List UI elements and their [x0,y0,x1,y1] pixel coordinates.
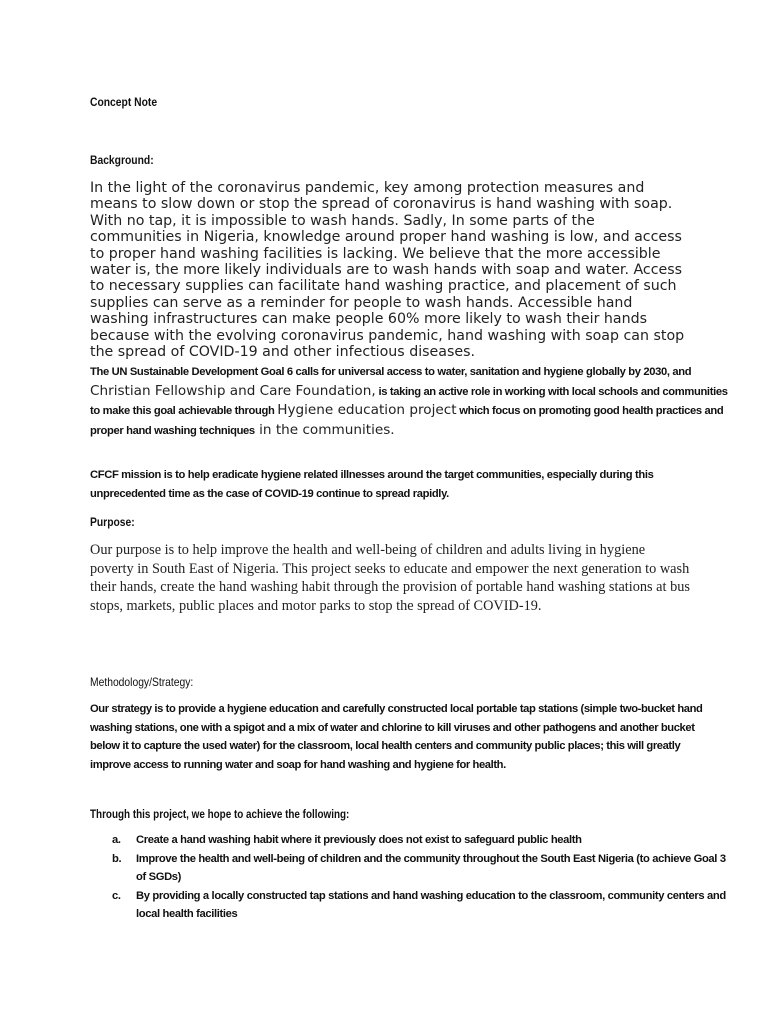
goal-item-a [90,831,730,850]
goal-marker-a: a. [112,834,121,846]
purpose-paragraph: Our purpose is to help improve the health and well-being of children and adults living in hygiene poverty in South East of Nigeria. This project seeks to educate and empower the next generation to wash their hands, create the hand washing habit through the provision of portable hand washing stations at bus stops, markets, public places and motor parks to stop the spread of COVID-19. [90,542,690,614]
goal-text-b: Improve the health and well-being of children and the community throughout the South East Nigeria (to achieve Goal 3 of SGDs) [136,852,726,884]
sdg-text-4: in the communities. [254,421,395,438]
document-page [90,0,728,1024]
concept-note-title [90,93,168,111]
goal-text-c: By providing a locally constructed tap stations and hand washing education to the classroom, community centers and local health facilities [136,889,726,921]
goal-item-c [90,887,730,924]
goals-list [90,831,730,924]
sdg-text-2: is taking an active role in working with local schools and communities to make this goal achievable through [90,385,728,417]
goal-item-b [90,850,730,887]
sdg-paragraph [90,362,730,440]
goal-text-a: Create a hand washing habit where it previously does not exist to safeguard public health [136,834,582,846]
background-heading [90,151,164,169]
project-name: Hygiene education project [277,402,457,418]
strategy-paragraph: Our strategy is to provide a hygiene education and carefully constructed local portable tap stations (simple two-bucket hand washing stations, one with a spigot and a mix of water and chlorine to kill viruses and other pathogens and another bucket below it to capture the used water) for the classroom, local health centers and community public places; this will greatly improve access to running water and soap for hand washing and hygiene for health. [90,703,703,771]
goal-marker-b: b. [112,852,122,865]
methodology-heading-text: Methodology/Strategy: [90,675,194,689]
purpose-heading-text: Purpose: [90,515,135,529]
goal-marker-c: c. [112,889,121,902]
achieve-intro-text: Through this project, we hope to achieve the following: [90,809,350,821]
background-paragraph: In the light of the coronavirus pandemic, key among protection measures and means to slow down or stop the spread of coronavirus is hand washing with soap. With no tap, it is impossible to wash hands. Sadly, In some parts of the communities in Nigeria, knowledge around proper hand washing is low, and access to proper hand washing facilities is lacking. We believe that the more accessible water is, the more likely individuals are to wash hands with soap and water. Access to necessary supplies can facilitate hand washing practice, and placement of such supplies can serve as a reminder for people to wash hands. Accessible hand washing infrastructures can make people 60% more likely to wash their hands because with the evolving coronavirus pandemic, hand washing with soap can stop the spread of COVID-19 and other infectious diseases. [90,180,685,361]
concept-note-title-text: Concept Note [90,95,158,109]
sdg-text-3: which focus on promoting good health practices and proper hand washing techniques [90,405,724,437]
sdg-text-1: The UN Sustainable Development Goal 6 calls for universal access to water, sanitation and hygiene globally by 2030, and [90,366,692,378]
purpose-heading [90,513,142,531]
mission-paragraph: CFCF mission is to help eradicate hygiene related illnesses around the target communities, especially during this unprecedented time as the case of COVID-19 continue to spread rapidly. [90,469,654,500]
foundation-name: Christian Fellowship and Care Foundation, [90,382,376,399]
achieve-intro [90,805,392,823]
methodology-heading [90,673,210,691]
background-heading-text: Background: [90,153,154,167]
